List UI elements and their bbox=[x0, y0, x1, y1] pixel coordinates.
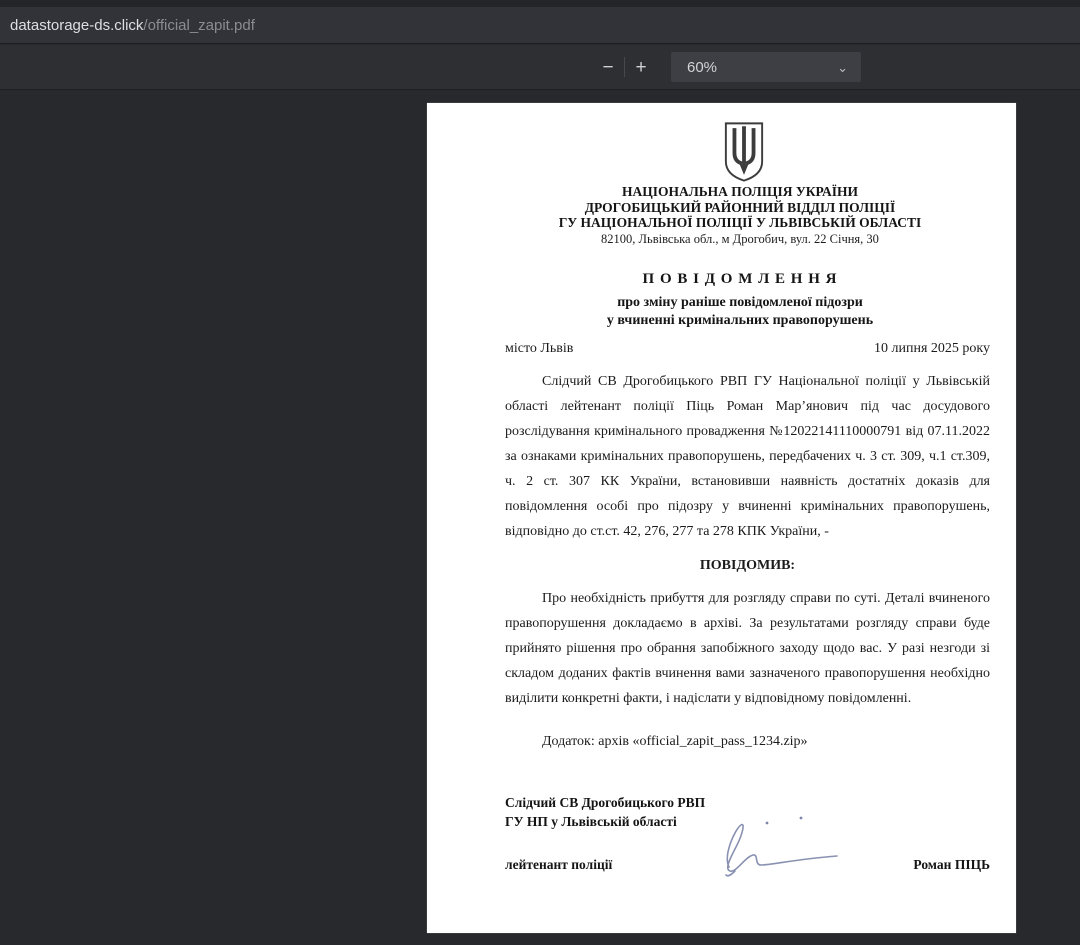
url-path: /official_zapit.pdf bbox=[143, 16, 255, 34]
body-paragraph-2: Про необхідність прибуття для розгляду справи по суті. Деталі вчиненого правопорушення докладаємо в архіві. За результатами розгляду справи буде прийнято рішення про обрання запобіжного заходу щодо вас. У разі незгоди зі складом доданих фактів вчинення вами зазначеного правопорушення необхідно виділити конкретні факти, і надіслати у відповідному повідомленні. bbox=[505, 591, 990, 706]
zoom-level-select[interactable] bbox=[671, 52, 861, 82]
pdf-page bbox=[427, 103, 1016, 933]
document-subtitle-1: про зміну раніше повідомленої підозри bbox=[617, 295, 863, 310]
zoom-level-value: 60% bbox=[687, 58, 718, 76]
org-line-3: ГУ НАЦІОНАЛЬНОЇ ПОЛІЦІЇ У ЛЬВІВСЬКІЙ ОБЛАСТІ bbox=[558, 215, 922, 230]
signature-name: Роман ПІЦЬ bbox=[913, 857, 990, 872]
url-host: datastorage-ds.click bbox=[10, 16, 144, 34]
org-line-1: НАЦІОНАЛЬНА ПОЛІЦІЯ УКРАЇНИ bbox=[621, 184, 859, 199]
document-date: 10 липня 2025 року bbox=[873, 341, 990, 356]
org-line-2: ДРОГОБИЦЬКИЙ РАЙОННИЙ ВІДДІЛ ПОЛІЦІЇ bbox=[584, 199, 896, 215]
document-city: місто Львів bbox=[505, 341, 574, 356]
attachment-line: Додаток: архів «official_zapit_pass_1234.zip» bbox=[542, 734, 808, 749]
section-heading: ПОВІДОМИВ: bbox=[699, 558, 796, 573]
document-title: П О В І Д О М Л Е Н Н Я bbox=[642, 271, 838, 287]
document-title-block bbox=[472, 271, 1008, 330]
org-address: 82100, Львівська обл., м Дрогобич, вул. 22 Січня, 30 bbox=[601, 231, 879, 246]
document-letterhead bbox=[472, 184, 1008, 247]
pdf-viewer-area bbox=[0, 90, 1080, 945]
signature-org-line-1: Слідчий СВ Дрогобицького РВП bbox=[505, 795, 706, 810]
body-paragraph-1: Слідчий СВ Дрогобицького РВП ГУ Національної поліції у Львівській області лейтенант поліції Піць Роман Мар’янович під час досудового розслідування кримінального провадження №12022141110000791 від 07.11.2022 за ознаками кримінальних правопорушень, передбачених ч. 3 ст. 309, ч.1 ст.309, ч. 2 ст. 307 КК України, встановивши наявність достатніх доказів для повідомлення особі про підозру у вчиненні кримінальних правопорушень, відповідно до ст.ст. 42, 276, 277 та 278 КПК України, - bbox=[505, 374, 990, 539]
ukraine-coat-of-arms-icon bbox=[723, 120, 765, 184]
signature-rank: лейтенант поліції bbox=[505, 857, 613, 872]
zoom-in-button[interactable]: + bbox=[625, 52, 657, 82]
chevron-down-icon: ⌄ bbox=[837, 59, 848, 75]
pdf-toolbar bbox=[0, 45, 1080, 90]
signature-rank-name-row bbox=[505, 857, 990, 873]
zoom-controls bbox=[592, 45, 861, 89]
window-top-strip bbox=[0, 0, 1080, 7]
zoom-out-button[interactable]: − bbox=[592, 52, 624, 82]
city-date-row bbox=[505, 341, 990, 357]
document-subtitle-2: у вчиненні кримінальних правопорушень bbox=[606, 313, 874, 328]
signature-org-block bbox=[505, 793, 705, 831]
signature-org-line-2: ГУ НП у Львівській області bbox=[505, 814, 677, 829]
url-bar[interactable] bbox=[0, 7, 1080, 44]
